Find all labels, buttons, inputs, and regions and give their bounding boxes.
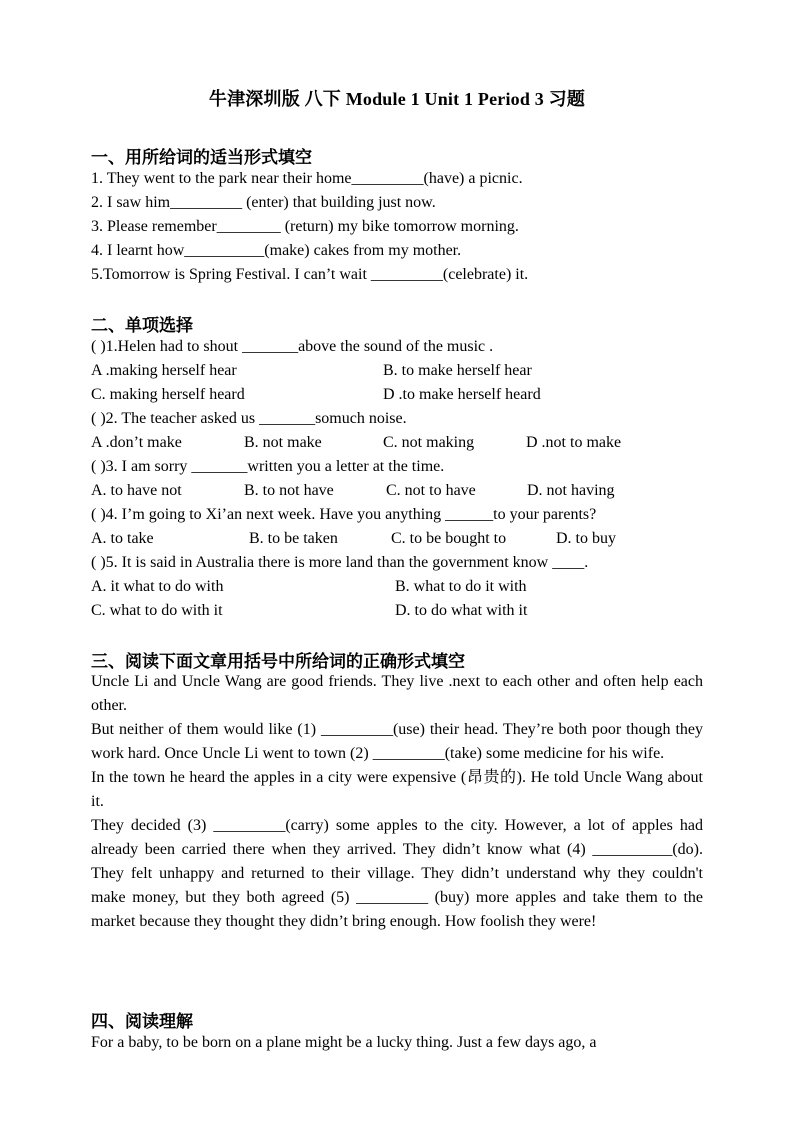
mc-q2-option-a: A .don’t make bbox=[91, 434, 182, 451]
mc-q3-option-a: A. to have not bbox=[91, 482, 182, 499]
section-3-heading: 三、阅读下面文章用括号中所给词的正确形式填空 bbox=[91, 652, 465, 672]
mc-q5-option-c: C. what to do with it bbox=[91, 602, 223, 619]
mc-q3-option-b: B. to not have bbox=[244, 482, 334, 499]
passage-paragraph: In the town he heard the apples in a city were expensive (昂贵的). He told Uncle Wang about it. bbox=[91, 769, 703, 810]
mc-q3-option-d: D. not having bbox=[527, 482, 615, 499]
section-2-heading: 二、单项选择 bbox=[91, 316, 193, 336]
section-4-heading: 四、阅读理解 bbox=[91, 1012, 193, 1032]
mc-q4-option-a: A. to take bbox=[91, 530, 154, 547]
mc-question-4: ( )4. I’m going to Xi’an next week. Have you anything ______to your parents? bbox=[91, 506, 597, 523]
mc-q5-option-d: D. to do what with it bbox=[395, 602, 528, 619]
passage-paragraph: They decided (3) _________(carry) some apples to the city. However, a lot of apples had already been carried there when they arrived. They didn’t know what (4) __________(do). They felt unhappy and returned to their village. They didn’t understand why they couldn't make money, but they both agreed (5) _________ (buy) more apples and take them to the market because they thought they didn’t bring enough. How foolish they were! bbox=[91, 817, 703, 930]
passage-paragraph: Uncle Li and Uncle Wang are good friends. They live .next to each other and often help each other. bbox=[91, 673, 703, 714]
fill-item-5: 5.Tomorrow is Spring Festival. I can’t wait _________(celebrate) it. bbox=[91, 266, 529, 283]
mc-question-2: ( )2. The teacher asked us _______somuch noise. bbox=[91, 410, 407, 427]
mc-q2-option-c: C. not making bbox=[383, 434, 475, 451]
mc-q2-option-b: B. not make bbox=[244, 434, 322, 451]
section-1-heading: 一、用所给词的适当形式填空 bbox=[91, 148, 312, 168]
fill-item-2: 2. I saw him_________ (enter) that building just now. bbox=[91, 194, 436, 211]
fill-item-1: 1. They went to the park near their home_________(have) a picnic. bbox=[91, 170, 523, 187]
mc-q3-option-c: C. not to have bbox=[386, 482, 476, 499]
mc-q2-option-d: D .not to make bbox=[526, 434, 622, 451]
reading-passage bbox=[91, 670, 703, 934]
mc-q4-option-d: D. to buy bbox=[556, 530, 616, 547]
mc-q4-option-b: B. to be taken bbox=[249, 530, 338, 547]
mc-q1-option-d: D .to make herself heard bbox=[383, 386, 541, 403]
mc-question-5: ( )5. It is said in Australia there is more land than the government know ____. bbox=[91, 554, 589, 571]
mc-q5-option-a: A. it what to do with bbox=[91, 578, 224, 595]
mc-q1-option-b: B. to make herself hear bbox=[383, 362, 532, 379]
fill-item-3: 3. Please remember________ (return) my bike tomorrow morning. bbox=[91, 218, 519, 235]
mc-q1-option-a: A .making herself hear bbox=[91, 362, 237, 379]
mc-question-1: ( )1.Helen had to shout _______above the sound of the music . bbox=[91, 338, 494, 355]
mc-q5-option-b: B. what to do it with bbox=[395, 578, 527, 595]
mc-question-3: ( )3. I am sorry _______written you a letter at the time. bbox=[91, 458, 445, 475]
page-title: 牛津深圳版 八下 Module 1 Unit 1 Period 3 习题 bbox=[208, 89, 586, 109]
mc-q4-option-c: C. to be bought to bbox=[391, 530, 507, 547]
passage-paragraph: But neither of them would like (1) _________(use) their head. They’re both poor though they work hard. Once Uncle Li went to town (2) _________(take) some medicine for his wife. bbox=[91, 721, 703, 762]
fill-item-4: 4. I learnt how__________(make) cakes from my mother. bbox=[91, 242, 462, 259]
mc-q1-option-c: C. making herself heard bbox=[91, 386, 245, 403]
reading-comprehension-text: For a baby, to be born on a plane might be a lucky thing. Just a few days ago, a bbox=[91, 1034, 597, 1051]
